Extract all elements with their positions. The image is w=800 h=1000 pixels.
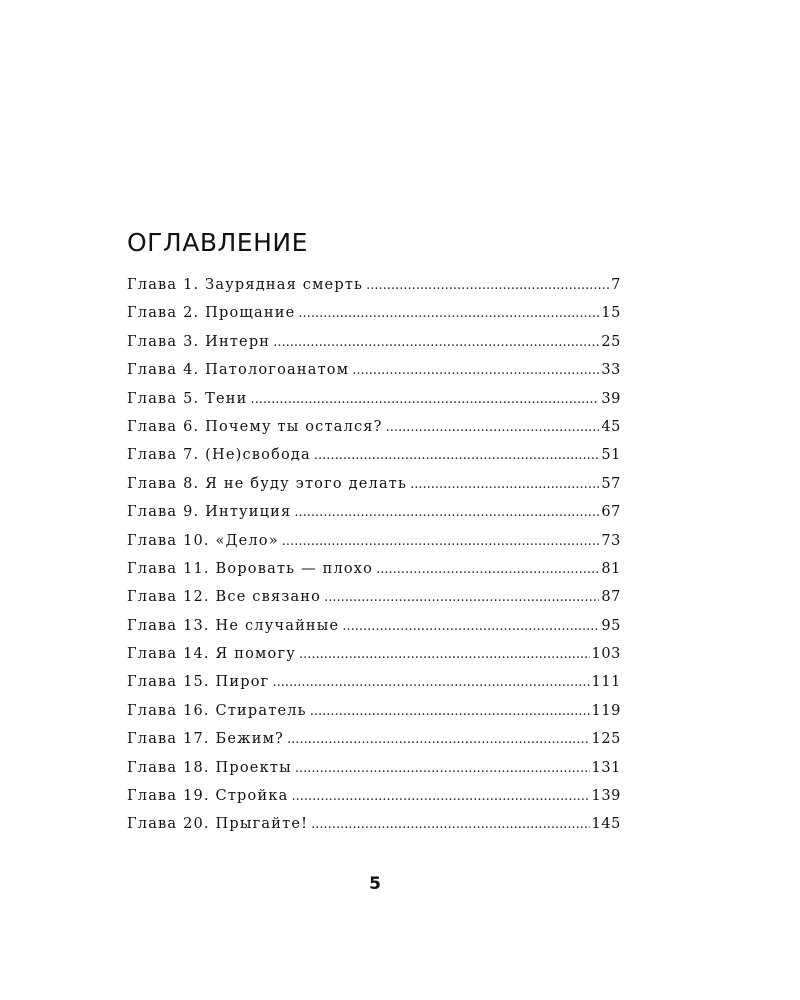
toc-entry <box>127 527 621 555</box>
toc-entry <box>127 612 621 640</box>
toc-entry <box>127 271 621 299</box>
dot-leader <box>299 641 590 669</box>
page-number: 5 <box>369 874 381 894</box>
toc-entry-label: Глава 6. Почему ты остался? <box>127 418 383 435</box>
dot-leader <box>342 613 599 641</box>
toc-entry-label: Глава 14. Я помогу <box>127 646 296 663</box>
toc-entry <box>127 385 621 413</box>
toc-entry-page: 145 <box>591 816 621 833</box>
dot-leader <box>366 272 609 300</box>
toc-entry-label: Глава 4. Патологоанатом <box>127 362 350 379</box>
toc-entry-page: 95 <box>601 617 621 634</box>
toc-entry-page: 15 <box>601 305 621 322</box>
toc-entry-label: Глава 18. Проекты <box>127 759 292 776</box>
toc-entry-label: Глава 19. Стройка <box>127 788 289 805</box>
toc-entry-page: 139 <box>591 788 621 805</box>
dot-leader <box>324 584 599 612</box>
dot-leader <box>410 471 599 499</box>
toc-entry <box>127 725 621 753</box>
toc-entry-page: 119 <box>591 702 621 719</box>
toc-entry-label: Глава 3. Интерн <box>127 333 271 350</box>
dot-leader <box>352 357 599 385</box>
toc-entry <box>127 470 621 498</box>
dot-leader <box>376 556 599 584</box>
toc-entry-label: Глава 10. «Дело» <box>127 532 279 549</box>
dot-leader <box>282 528 600 556</box>
dot-leader <box>251 386 600 414</box>
toc-entry-page: 51 <box>601 447 621 464</box>
toc-entry-page: 73 <box>601 532 621 549</box>
toc-entry-label: Глава 17. Бежим? <box>127 731 285 748</box>
toc-entry <box>127 555 621 583</box>
toc-entry <box>127 697 621 725</box>
toc-entry-label: Глава 16. Стиратель <box>127 702 307 719</box>
toc-entry-label: Глава 13. Не случайные <box>127 617 340 634</box>
toc-entry-page: 125 <box>591 731 621 748</box>
toc-entry-label: Глава 2. Прощание <box>127 305 296 322</box>
toc-entry <box>127 413 621 441</box>
toc-entry-label: Глава 1. Заурядная смерть <box>127 277 364 293</box>
toc-entry-label: Глава 11. Воровать — плохо <box>127 560 374 577</box>
toc-entry <box>127 754 621 782</box>
toc-entry <box>127 441 621 469</box>
toc-entry <box>127 328 621 356</box>
toc-entry <box>127 498 621 526</box>
toc-entry <box>127 782 621 810</box>
toc-entry-page: 111 <box>591 674 621 691</box>
toc-entry-page: 45 <box>601 418 621 435</box>
toc-list <box>127 271 621 839</box>
toc-entry-label: Глава 15. Пирог <box>127 674 270 691</box>
toc-entry <box>127 810 621 838</box>
dot-leader <box>294 499 599 527</box>
toc-entry-page: 7 <box>611 277 621 293</box>
toc-entry-label: Глава 5. Тени <box>127 390 248 407</box>
toc-entry <box>127 299 621 327</box>
toc-entry-page: 87 <box>601 589 621 606</box>
toc-entry-label: Глава 9. Интуиция <box>127 504 292 521</box>
toc-entry-label: Глава 20. Прыгайте! <box>127 816 309 833</box>
toc-entry-page: 131 <box>591 759 621 776</box>
dot-leader <box>273 329 599 357</box>
toc-entry-page: 103 <box>591 646 621 663</box>
dot-leader <box>295 755 590 783</box>
toc-entry-page: 81 <box>601 560 621 577</box>
toc-entry-label: Глава 7. (Не)свобода <box>127 447 311 464</box>
dot-leader <box>314 442 599 470</box>
dot-leader <box>287 726 589 754</box>
toc-title: ОГЛАВЛЕНИЕ <box>127 228 308 257</box>
dot-leader <box>291 783 589 811</box>
toc-entry-page: 67 <box>601 504 621 521</box>
dot-leader <box>386 414 600 442</box>
toc-entry <box>127 583 621 611</box>
dot-leader <box>298 300 599 328</box>
toc-entry-label: Глава 8. Я не буду этого делать <box>127 475 408 492</box>
toc-entry <box>127 356 621 384</box>
dot-leader <box>272 669 589 697</box>
dot-leader <box>311 811 589 839</box>
toc-entry-page: 39 <box>601 390 621 407</box>
toc-entry <box>127 668 621 696</box>
toc-entry-label: Глава 12. Все связано <box>127 589 322 606</box>
toc-entry-page: 57 <box>601 475 621 492</box>
dot-leader <box>310 698 590 726</box>
toc-entry <box>127 640 621 668</box>
toc-entry-page: 25 <box>601 333 621 350</box>
toc-entry-page: 33 <box>601 362 621 379</box>
